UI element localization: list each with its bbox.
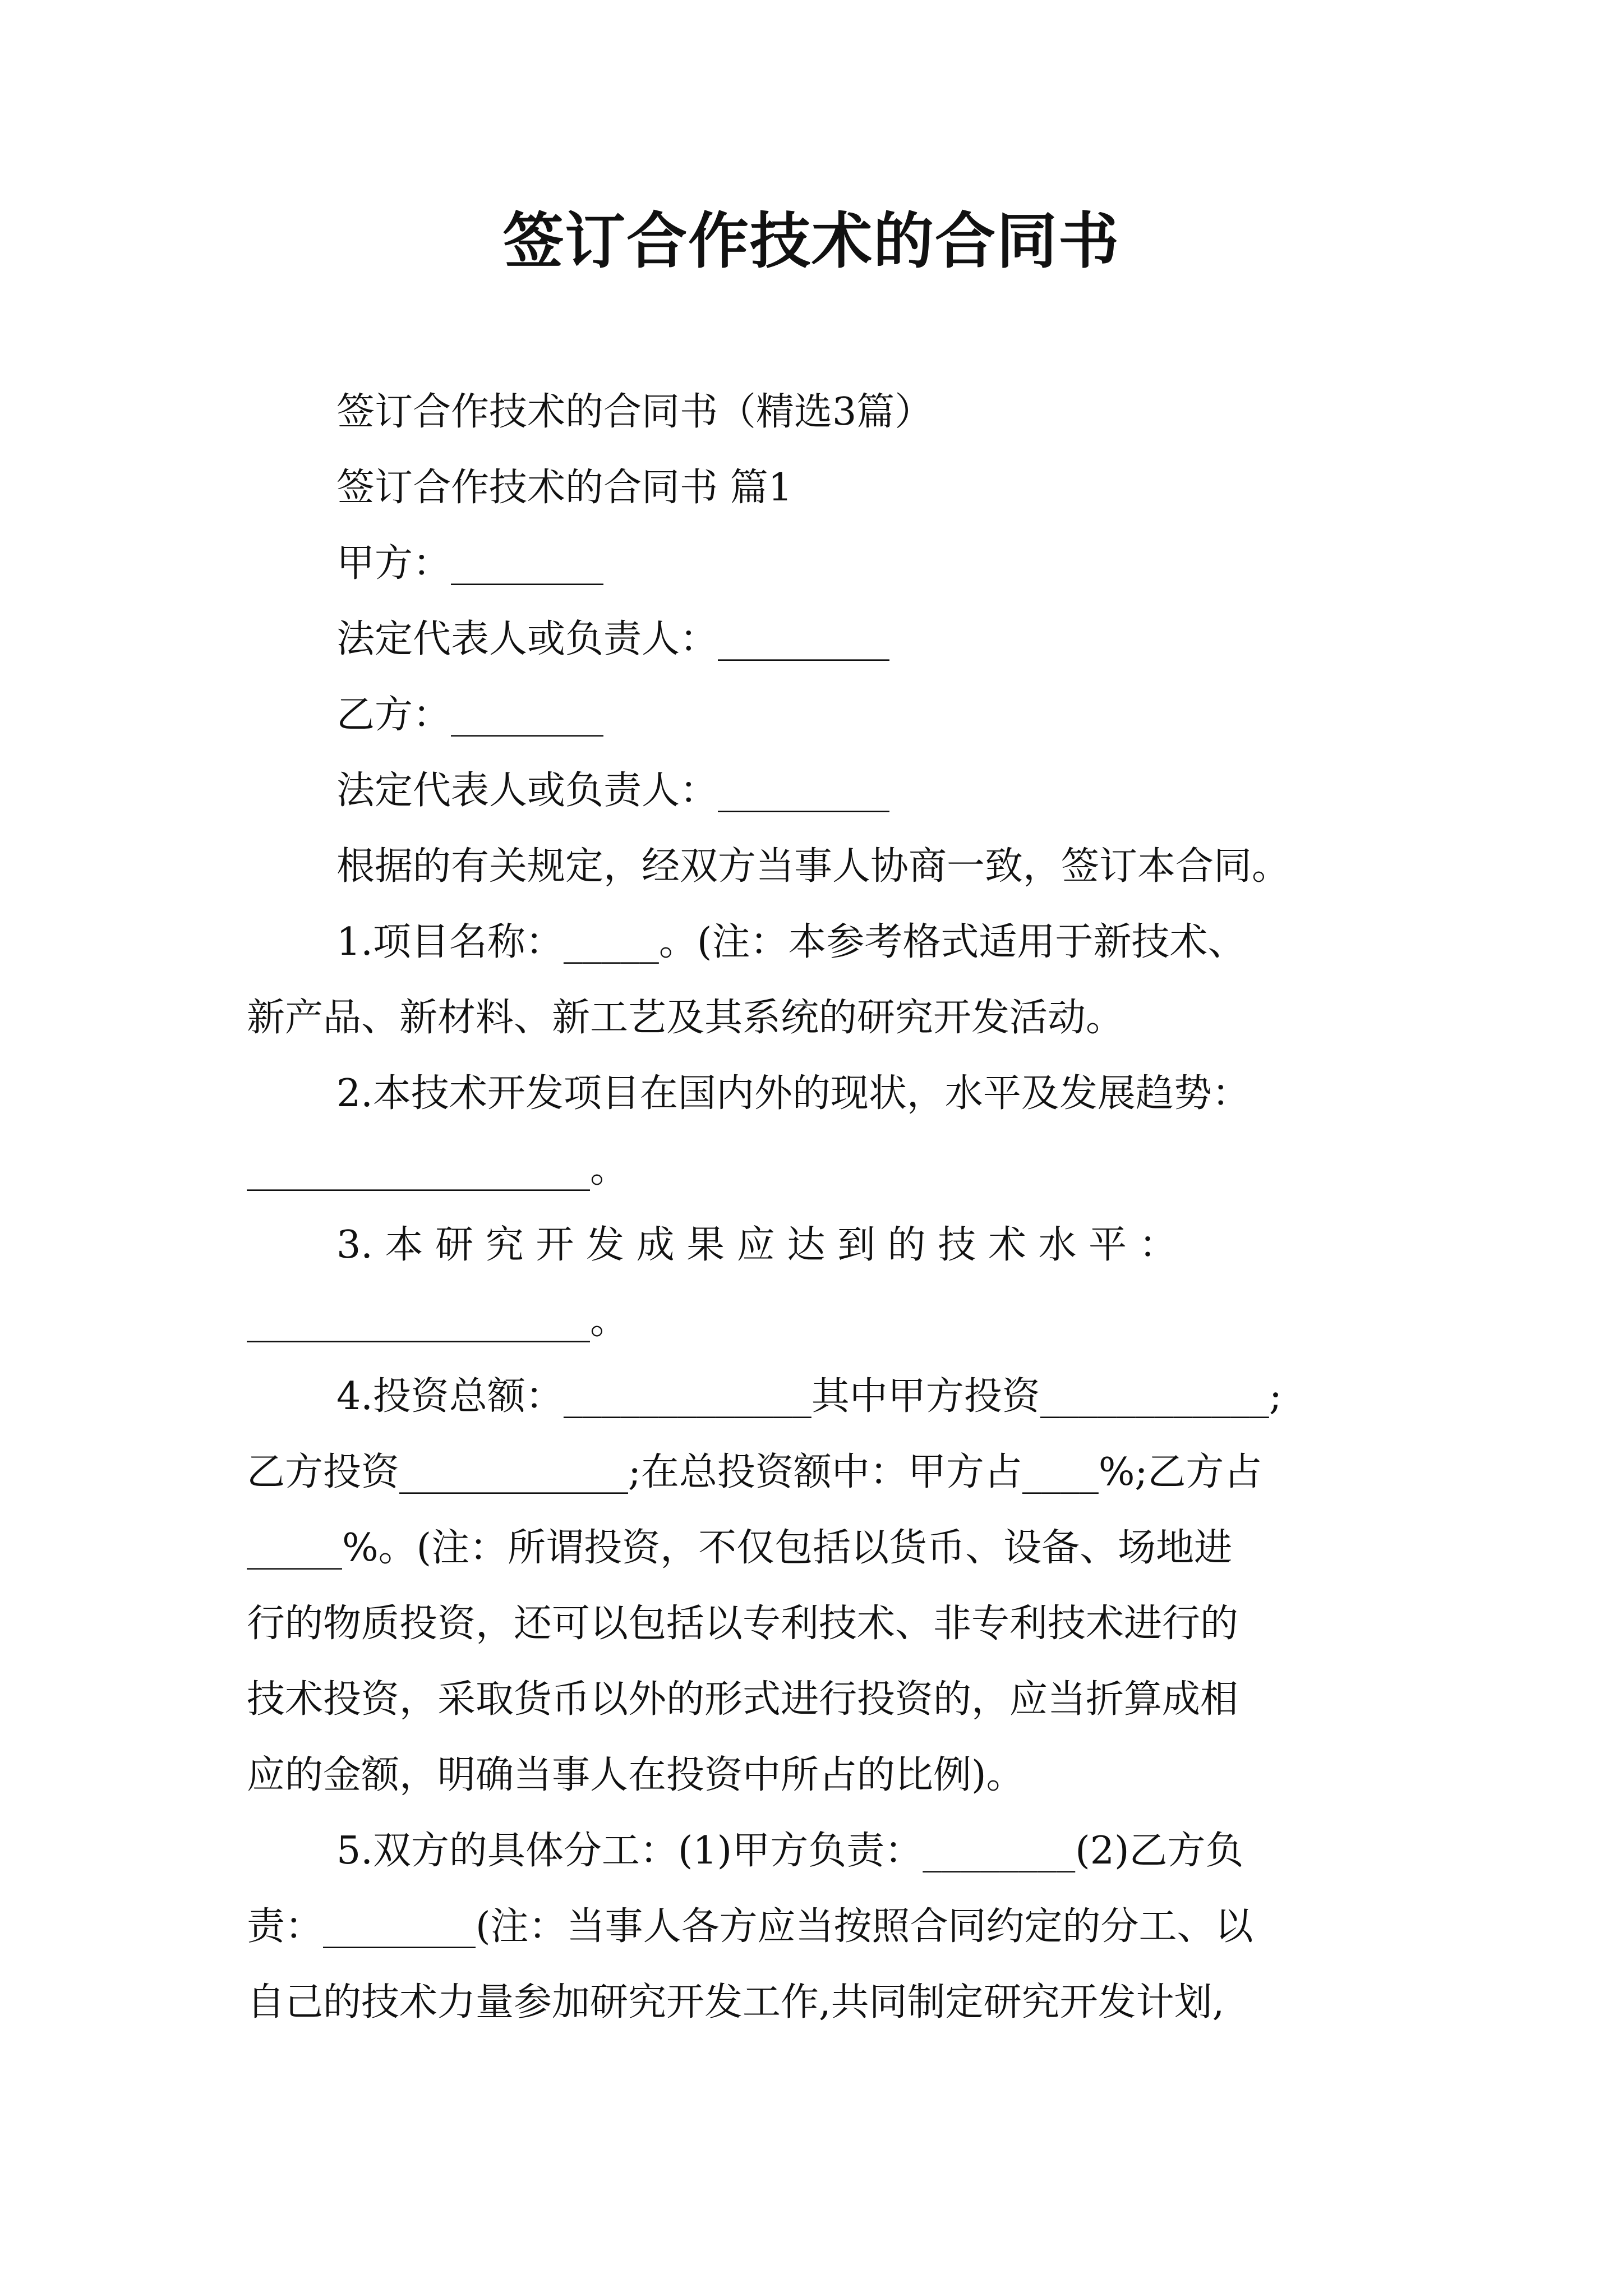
party-b-line: 乙方：________ [336, 693, 604, 737]
body-line: 3. 本 研 究 开 发 成 果 应 达 到 的 技 术 水 平 ： [336, 1223, 1177, 1267]
body-line: 技术投资，采取货币以外的形式进行投资的，应当折算成相 [247, 1677, 1239, 1722]
body-line: _____%。(注：所谓投资，不仅包括以货币、设备、场地进 [247, 1526, 1233, 1570]
body-line: 5.双方的具体分工：(1)甲方负责：________(2)乙方负 [336, 1829, 1244, 1873]
party-b-representative-line: 法定代表人或负责人：_________ [336, 769, 890, 813]
body-line: 新产品、新材料、新工艺及其系统的研究开发活动。 [247, 996, 1124, 1040]
body-line: 自己的技术力量参加研究开发工作,共同制定研究开发计划, [247, 1980, 1225, 2024]
body-line: 行的物质投资，还可以包括以专利技术、非专利技术进行的 [247, 1602, 1239, 1646]
body-line: 2.本技术开发项目在国内外的现状，水平及发展趋势： [336, 1071, 1250, 1116]
body-line: 乙方投资____________;在总投资额中：甲方占____%;乙方占 [247, 1450, 1262, 1494]
body-line: 应的金额，明确当事人在投资中所占的比例)。 [247, 1753, 1025, 1797]
subtitle-line: 签订合作技术的合同书（精选3篇） [336, 390, 933, 434]
body-line: 1.项目名称：_____。(注：本参考格式适用于新技术、 [336, 920, 1246, 964]
party-a-line: 甲方：________ [336, 541, 604, 586]
body-line: __________________。 [247, 1299, 629, 1343]
section-heading: 签订合作技术的合同书 篇1 [336, 466, 792, 510]
body-line: 4.投资总额：_____________其中甲方投资____________; [336, 1374, 1282, 1419]
body-line: 责：________(注：当事人各方应当按照合同约定的分工、以 [247, 1904, 1253, 1949]
body-line: 根据的有关规定，经双方当事人协商一致，签订本合同。 [336, 844, 1290, 889]
body-line: __________________。 [247, 1147, 629, 1191]
party-a-representative-line: 法定代表人或负责人：_________ [336, 617, 890, 661]
document-title: 签订合作技术的合同书 [502, 206, 1120, 277]
